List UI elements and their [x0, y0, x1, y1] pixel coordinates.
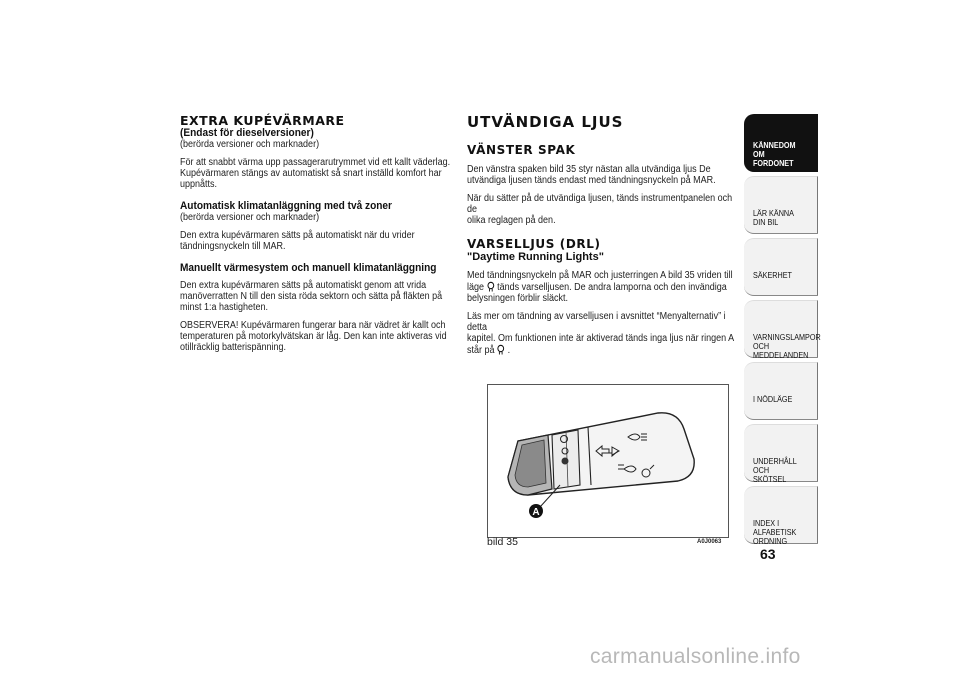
paragraph-spak-1: Den vänstra spaken bild 35 styr nästan alla utvändiga ljus De utvändiga ljusen tänds endast med tändningsnyckeln på MAR.: [467, 164, 716, 186]
tab-label: SÄKERHET: [753, 270, 792, 280]
drl-text-b: tänds varselljusen. De andra lamporna och den invändiga belysningen förblir släckt.: [467, 282, 727, 304]
tab-label: VARNINGSLAMPOR OCH MEDDELANDEN: [753, 332, 821, 360]
tab-index[interactable]: [744, 486, 818, 544]
figure-code: A0J0063: [697, 539, 722, 545]
lever-illustration: [488, 385, 728, 537]
paragraph-intro: För att snabbt värma upp passagerarutrymmet vid ett kallt väderlag. Kupévärmaren stängs av automatiskt så snart inställd komfort har uppnåtts.: [180, 157, 451, 190]
page-title-utvandiga-ljus: UTVÄNDIGA LJUS: [467, 113, 624, 131]
drl-subtitle: "Daytime Running Lights": [467, 251, 604, 263]
figure-marker-a: A: [532, 507, 540, 518]
tab-kannedom-om-fordonet[interactable]: [744, 114, 818, 172]
paragraph-observe: OBSERVERA! Kupévärmaren fungerar bara när vädret är kallt och temperaturen på motorkylvätskan är låg. Den kan inte aktiveras vid otillräcklig batterispänning.: [180, 320, 447, 353]
section-subheading: (Endast för dieselversioner): [180, 127, 314, 139]
chapter-tabs: [744, 114, 821, 548]
subsection-title-automatic-climate: Automatisk klimatanläggning med två zoner: [180, 200, 393, 212]
versions-note: (berörda versioner och marknader): [180, 212, 320, 223]
figure-left-lever: [487, 384, 729, 538]
drl-text-d: .: [505, 345, 511, 356]
paragraph-spak-2: När du sätter på de utvändiga ljusen, tänds instrumentpanelen och de olika reglagen på den.: [467, 193, 733, 226]
right-column: [467, 114, 739, 363]
section-heading-extra-kupevarmare: EXTRA KUPÉVÄRMARE: [180, 113, 345, 128]
tab-sakerhet[interactable]: [744, 238, 818, 296]
figure-caption: bild 35: [487, 536, 518, 548]
tab-label: LÄR KÄNNA DIN BIL: [753, 208, 794, 227]
tab-i-nodlage[interactable]: [744, 362, 818, 420]
drl-text-c: Läs mer om tändning av varselljusen i avsnittet “Menyalternativ” i detta kapitel. Om funktionen inte är aktiverad tänds inga ljus när ringen A står på: [467, 311, 735, 356]
subsection-title-manual-heating: Manuellt värmesystem och manuell klimatanläggning: [180, 262, 437, 274]
tab-label: I NÖDLÄGE: [753, 394, 793, 404]
paragraph-manual-heating: Den extra kupévärmaren sätts på automatiskt genom att vrida manöverratten N till den sista röda sektorn och sätta på fläkten på minst 1:a hastigheten.: [180, 280, 443, 313]
paragraph-drl-1: [467, 270, 737, 304]
tab-lar-kanna-din-bil[interactable]: [744, 176, 818, 234]
drl-text-a: Med tändningsnyckeln på MAR och justerringen A bild 35 vriden till läge: [467, 270, 733, 293]
watermark: carmanualsonline.info: [590, 645, 801, 668]
left-column: [180, 113, 451, 360]
paragraph-automatic-climate: Den extra kupévärmaren sätts på automatiskt när du vrider tändningsnyckeln till MAR.: [180, 230, 415, 252]
tab-varningslampor[interactable]: [744, 300, 821, 360]
versions-note: (berörda versioner och marknader): [180, 139, 320, 150]
daytime-light-icon: [487, 281, 495, 292]
tab-label: KÄNNEDOM OM FORDONET: [753, 140, 796, 168]
tab-label: INDEX I ALFABETISK ORDNING: [753, 518, 797, 546]
tab-label: UNDERHÅLL OCH SKÖTSEL: [753, 456, 797, 484]
page-number: 63: [760, 546, 776, 562]
section-heading-vanster-spak: VÄNSTER SPAK: [467, 143, 576, 157]
paragraph-drl-2: [467, 311, 737, 356]
section-heading-drl: VARSELLJUS (DRL): [467, 237, 601, 251]
tab-underhall-och-skotsel[interactable]: [744, 424, 818, 482]
